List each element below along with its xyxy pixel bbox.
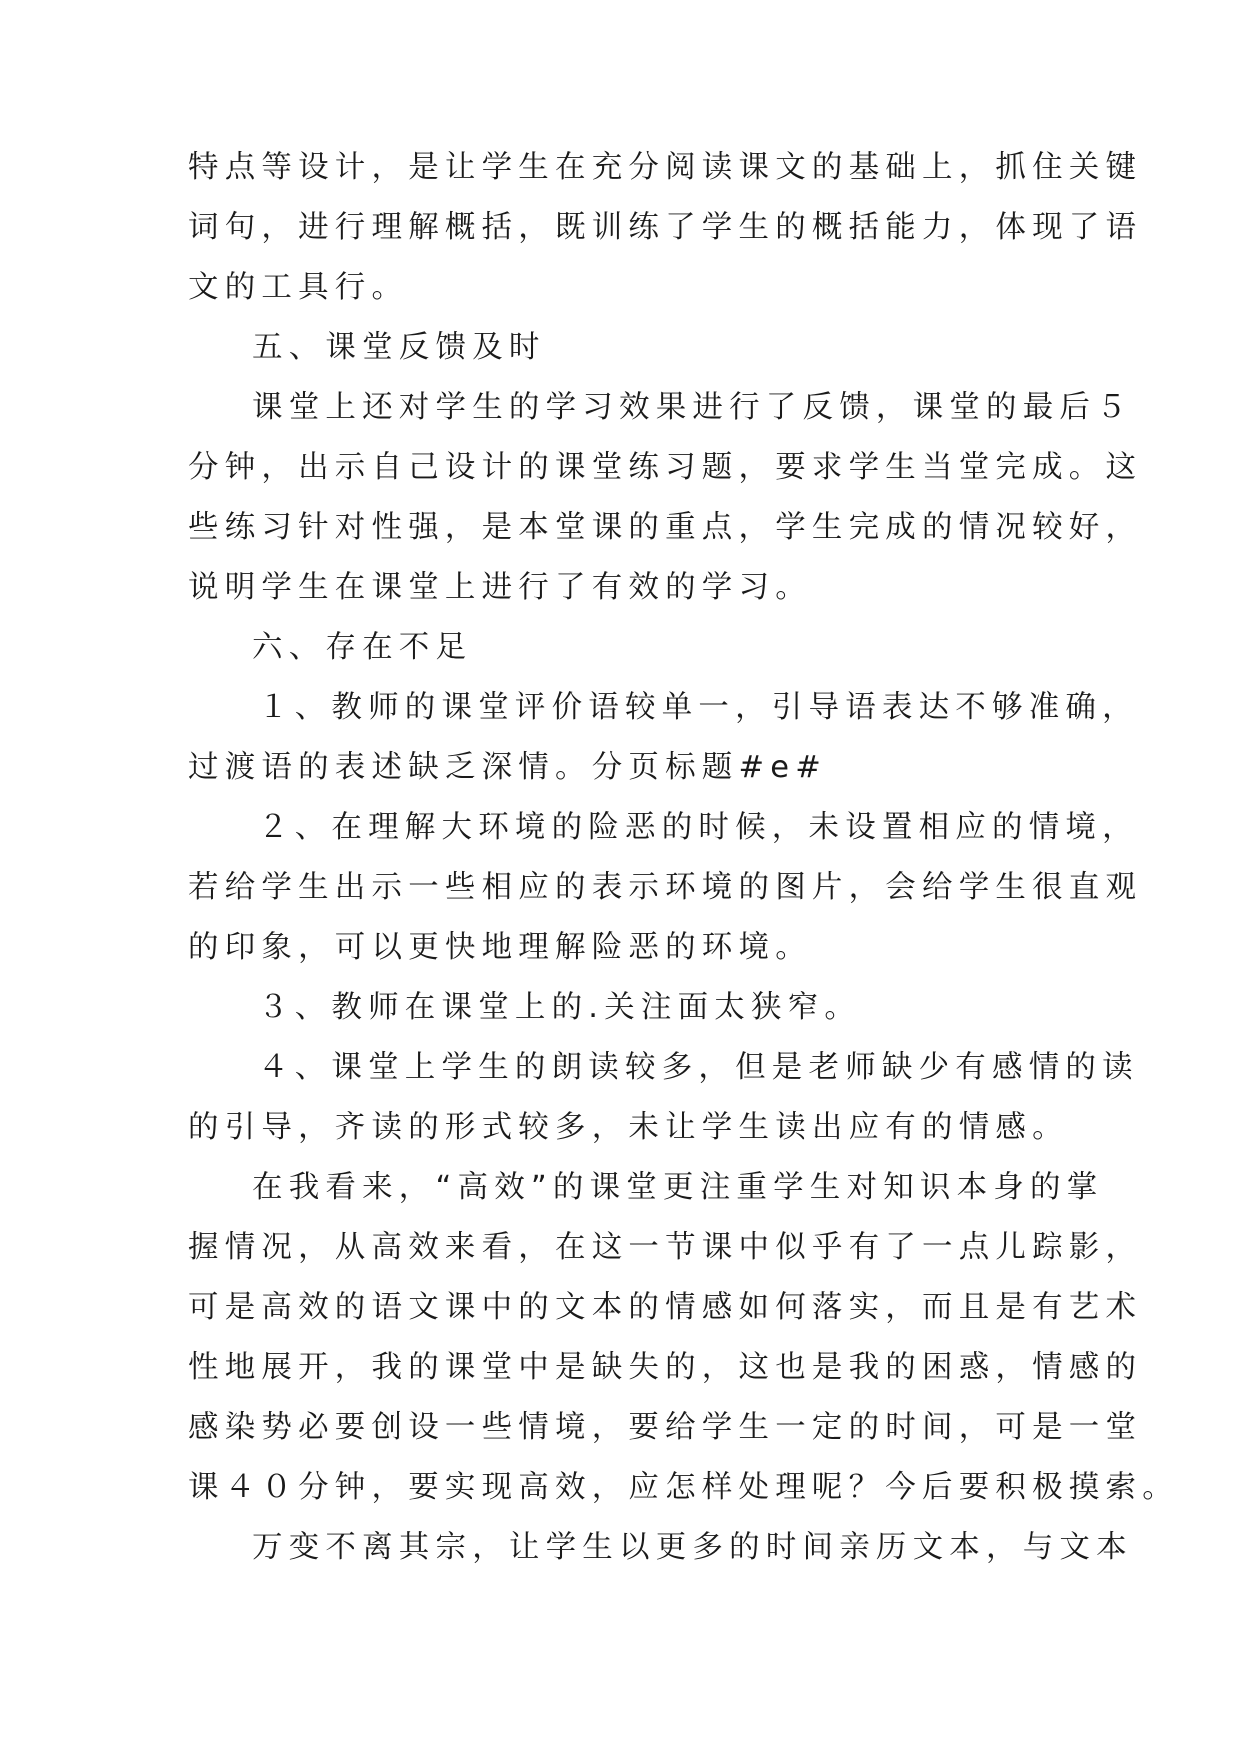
paragraph-line: 握情况，从高效来看，在这一节课中似乎有了一点儿踪影， [188, 1230, 1143, 1265]
paragraph-line: 词句，进行理解概括，既训练了学生的概括能力，体现了语 [188, 210, 1143, 245]
paragraph-line: 分钟，出示自己设计的课堂练习题，要求学生当堂完成。这 [188, 450, 1143, 485]
list-item-line: 过渡语的表述缺乏深情。分页标题#e# [188, 750, 827, 785]
paragraph-line: 可是高效的语文课中的文本的情感如何落实，而且是有艺术 [188, 1290, 1143, 1325]
list-item-line: 若给学生出示一些相应的表示环境的图片，会给学生很直观 [188, 870, 1143, 905]
list-item-line: ４、课堂上学生的朗读较多，但是老师缺少有感情的读 [258, 1050, 1139, 1085]
paragraph-line: 特点等设计，是让学生在充分阅读课文的基础上，抓住关键 [188, 150, 1143, 185]
section-heading: 六、存在不足 [252, 630, 473, 665]
list-item-line: ３、教师在课堂上的.关注面太狭窄。 [258, 990, 862, 1025]
section-heading: 五、课堂反馈及时 [252, 330, 546, 365]
paragraph-line: 课４０分钟，要实现高效，应怎样处理呢？今后要积极摸索。 [188, 1470, 1179, 1505]
paragraph-line: 感染势必要创设一些情境，要给学生一定的时间，可是一堂 [188, 1410, 1143, 1445]
paragraph-line: 在我看来，“高效”的课堂更注重学生对知识本身的掌 [252, 1170, 1104, 1205]
list-item-line: １、教师的课堂评价语较单一，引导语表达不够准确， [258, 690, 1139, 725]
list-item-line: ２、在理解大环境的险恶的时候，未设置相应的情境， [258, 810, 1139, 845]
list-item-line: 的引导，齐读的形式较多，未让学生读出应有的情感。 [188, 1110, 1069, 1145]
paragraph-line: 些练习针对性强，是本堂课的重点，学生完成的情况较好， [188, 510, 1143, 545]
paragraph-line: 说明学生在课堂上进行了有效的学习。 [188, 570, 812, 605]
paragraph-line: 课堂上还对学生的学习效果进行了反馈，课堂的最后５ [252, 390, 1133, 425]
paragraph-line: 万变不离其宗，让学生以更多的时间亲历文本，与文本 [252, 1530, 1133, 1565]
paragraph-line: 文的工具行。 [188, 270, 409, 305]
paragraph-line: 性地展开，我的课堂中是缺失的，这也是我的困惑，情感的 [188, 1350, 1143, 1385]
list-item-line: 的印象，可以更快地理解险恶的环境。 [188, 930, 812, 965]
